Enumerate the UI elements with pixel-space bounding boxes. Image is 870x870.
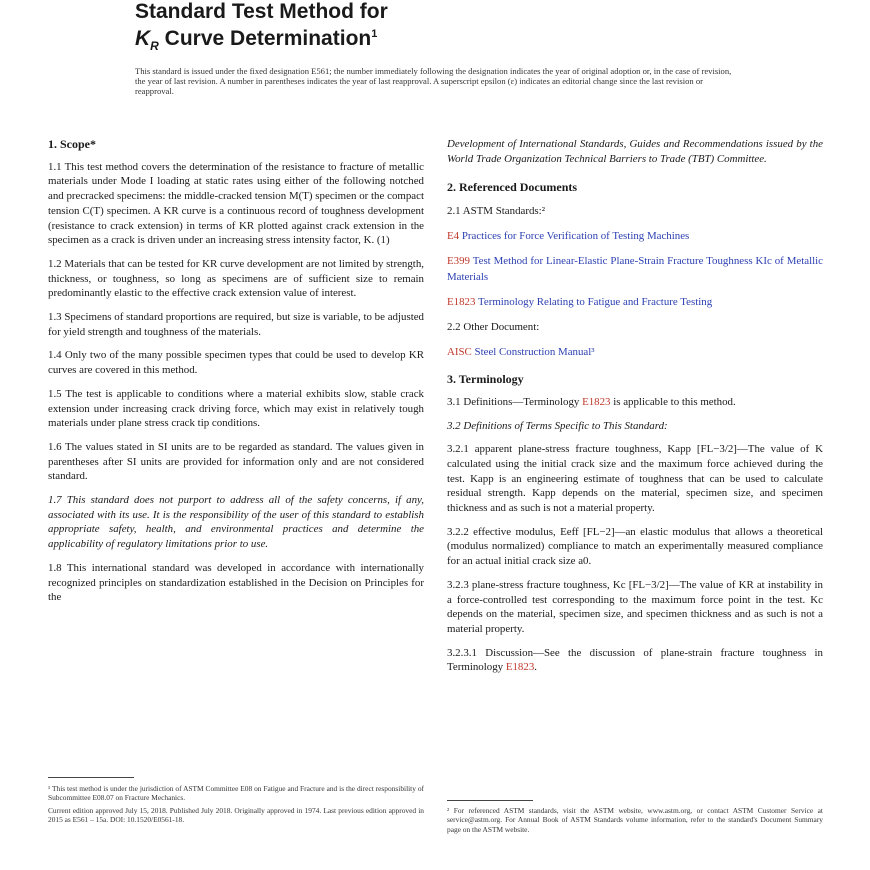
- para-1-2: 1.2 Materials that can be tested for KR curve development are not limited by strength, thickness, or toughness, so long as specimens are of sufficient size to remain predominantly elastic to the effective crack extension value of interest.: [48, 257, 424, 300]
- para-3-2-3-1: [447, 646, 823, 675]
- ref-aisc[interactable]: [447, 344, 823, 360]
- para-3-1-tail: is applicable to this method.: [610, 395, 736, 408]
- para-3-2-2: 3.2.2 effective modulus, Eeff [FL−2]—an elastic modulus that allows a theoretical (modulus normalized) compliance to match an experimentally measured compliance for an actual initial crack size a0.: [447, 525, 823, 568]
- title-rest: Curve Determination: [158, 27, 372, 50]
- referenced-documents-heading: 2. Referenced Documents: [447, 180, 578, 195]
- title-line-2: [135, 23, 388, 58]
- para-3-2-1: 3.2.1 apparent plane-stress fracture toughness, Kapp [FL−3/2]—The value of K calculated using the initial crack size and the maximum force achieved during the test. Kapp is an engineering estimate of toughness that can be used to calculate residual strength. Kapp depends on the material, specimen size, and specimen thickness and as such is not a material property.: [447, 443, 823, 515]
- para-1-6: 1.6 The values stated in SI units are to be regarded as standard. The values given in parentheses after SI units are provided for information only and are not considered standard.: [48, 440, 424, 483]
- ref-title-aisc[interactable]: Steel Construction Manual³: [471, 346, 595, 359]
- ref-code-e399[interactable]: E399: [447, 255, 470, 268]
- para-3-1: [447, 395, 823, 410]
- ref-title-e399[interactable]: Test Method for Linear-Elastic Plane-Strain Fracture Toughness KIc of Metallic Materials: [447, 255, 823, 284]
- footnote-1: ¹ This test method is under the jurisdiction of ASTM Committee E08 on Fatigue and Fracture and is the direct responsibility of Subcommittee E08.07 on Fracture Mechanics.: [48, 784, 424, 803]
- other-document-label: 2.2 Other Document:: [447, 321, 540, 334]
- para-1-4: 1.4 Only two of the many possible specimen types that could be used to develop KR curves are covered in this method.: [48, 349, 424, 377]
- ref-code-aisc[interactable]: AISC: [447, 346, 472, 359]
- para-1-1: 1.1 This test method covers the determination of the resistance to fracture of metallic materials under Mode I loading at static rates using either of the following notched and precracked specimens: the middle-cracked tension M(T) specimen or the compact tension C(T) specimen. A KR curve is a continuous record of toughness development (resistance to crack extension) in terms of KR plotted against crack extension in the specimen as a crack is driven under an increasing stress intensity factor, K. (1): [48, 160, 424, 247]
- footnote-1-edition: Current edition approved July 15, 2018. Published July 2018. Originally approved in 1974. Last previous edition approved in 2015 as E561 – 15a. DOI: 10.1520/E0561-18.: [48, 805, 424, 825]
- right-footnotes: [447, 806, 823, 837]
- para-1-7: 1.7 This standard does not purport to address all of the safety concerns, if any, associated with its use. It is the responsibility of the user of this standard to establish appropriate safety, health, and environmental practices and determine the applicability of regulatory limitations prior to use.: [48, 494, 424, 551]
- ref-title-e1823[interactable]: Terminology Relating to Fatigue and Fracture Testing: [475, 296, 713, 309]
- title-k-subscript: R: [150, 39, 159, 54]
- ref-e1823[interactable]: [447, 294, 823, 310]
- title-k: K: [135, 27, 151, 50]
- page-title: [135, 0, 388, 58]
- title-footnote-mark: 1: [371, 28, 378, 40]
- ref-e4[interactable]: [447, 228, 823, 244]
- ref-title-e4[interactable]: Practices for Force Verification of Testing Machines: [459, 230, 690, 243]
- ref-e399[interactable]: [447, 253, 823, 285]
- ref-code-e1823[interactable]: E1823: [447, 296, 476, 309]
- left-column: [48, 137, 424, 614]
- para-1-5: 1.5 The test is applicable to conditions where a material exhibits slow, stable crack extension under increasing crack driving force, which may exist in relatively tough materials under plane stress crack tip conditions.: [48, 387, 424, 430]
- para-3-2-3-1-text: 3.2.3.1 Discussion—See the discussion of plane-strain fracture toughness in Terminology: [447, 646, 823, 674]
- scope-heading: 1. Scope*: [48, 137, 96, 151]
- right-footnote-rule: [447, 800, 533, 801]
- title-line-1: Standard Test Method for: [135, 0, 388, 23]
- terminology-heading: 3. Terminology: [447, 372, 524, 387]
- e1823-link[interactable]: E1823: [582, 395, 611, 408]
- para-3-2-3-1-tail: .: [534, 661, 537, 674]
- astm-standards-label: 2.1 ASTM Standards:²: [447, 205, 545, 218]
- e1823-link-2[interactable]: E1823: [505, 661, 535, 674]
- left-footnote-rule: [48, 777, 134, 778]
- para-1-3: 1.3 Specimens of standard proportions are required, but size is variable, to be adjusted for yield strength and toughness of the materials.: [48, 311, 424, 338]
- right-column: [447, 137, 823, 684]
- footnote-2: ² For referenced ASTM standards, visit the ASTM website, www.astm.org, or contact ASTM Customer Service at service@astm.org. For Annual Book of ASTM Standards volume information, refer to the standard's Document Summary page on the ASTM website.: [447, 806, 823, 834]
- para-1-8: 1.8 This international standard was developed in accordance with internationally recognized principles on standardization established in the Decision on Principles for the: [48, 561, 424, 604]
- para-3-1-text: 3.1 Definitions—Terminology: [447, 395, 583, 408]
- para-3-2-3: 3.2.3 plane-stress fracture toughness, Kc [FL−3/2]—The value of KR at instability in a force-controlled test corresponding to the maximum force point in the test. Kc depends on the material, specimen size, and specimen thickness and as such is not a material property.: [447, 578, 823, 635]
- left-footnotes: [48, 784, 424, 828]
- designation-abstract: This standard is issued under the fixed designation E561; the number immediately following the designation indicates the year of original adoption or, in the case of revision, the year of last revision. A number in parentheses indicates the year of last reapproval. A superscript epsilon (ε) indicates an editorial change since the last revision or reapproval.: [135, 66, 732, 96]
- ref-code-e4[interactable]: E4: [447, 230, 460, 243]
- para-1-8-continued: Development of International Standards, Guides and Recommendations issued by the World Trade Organization Technical Barriers to Trade (TBT) Committee.: [447, 138, 823, 165]
- para-3-2: 3.2 Definitions of Terms Specific to This Standard:: [447, 419, 668, 432]
